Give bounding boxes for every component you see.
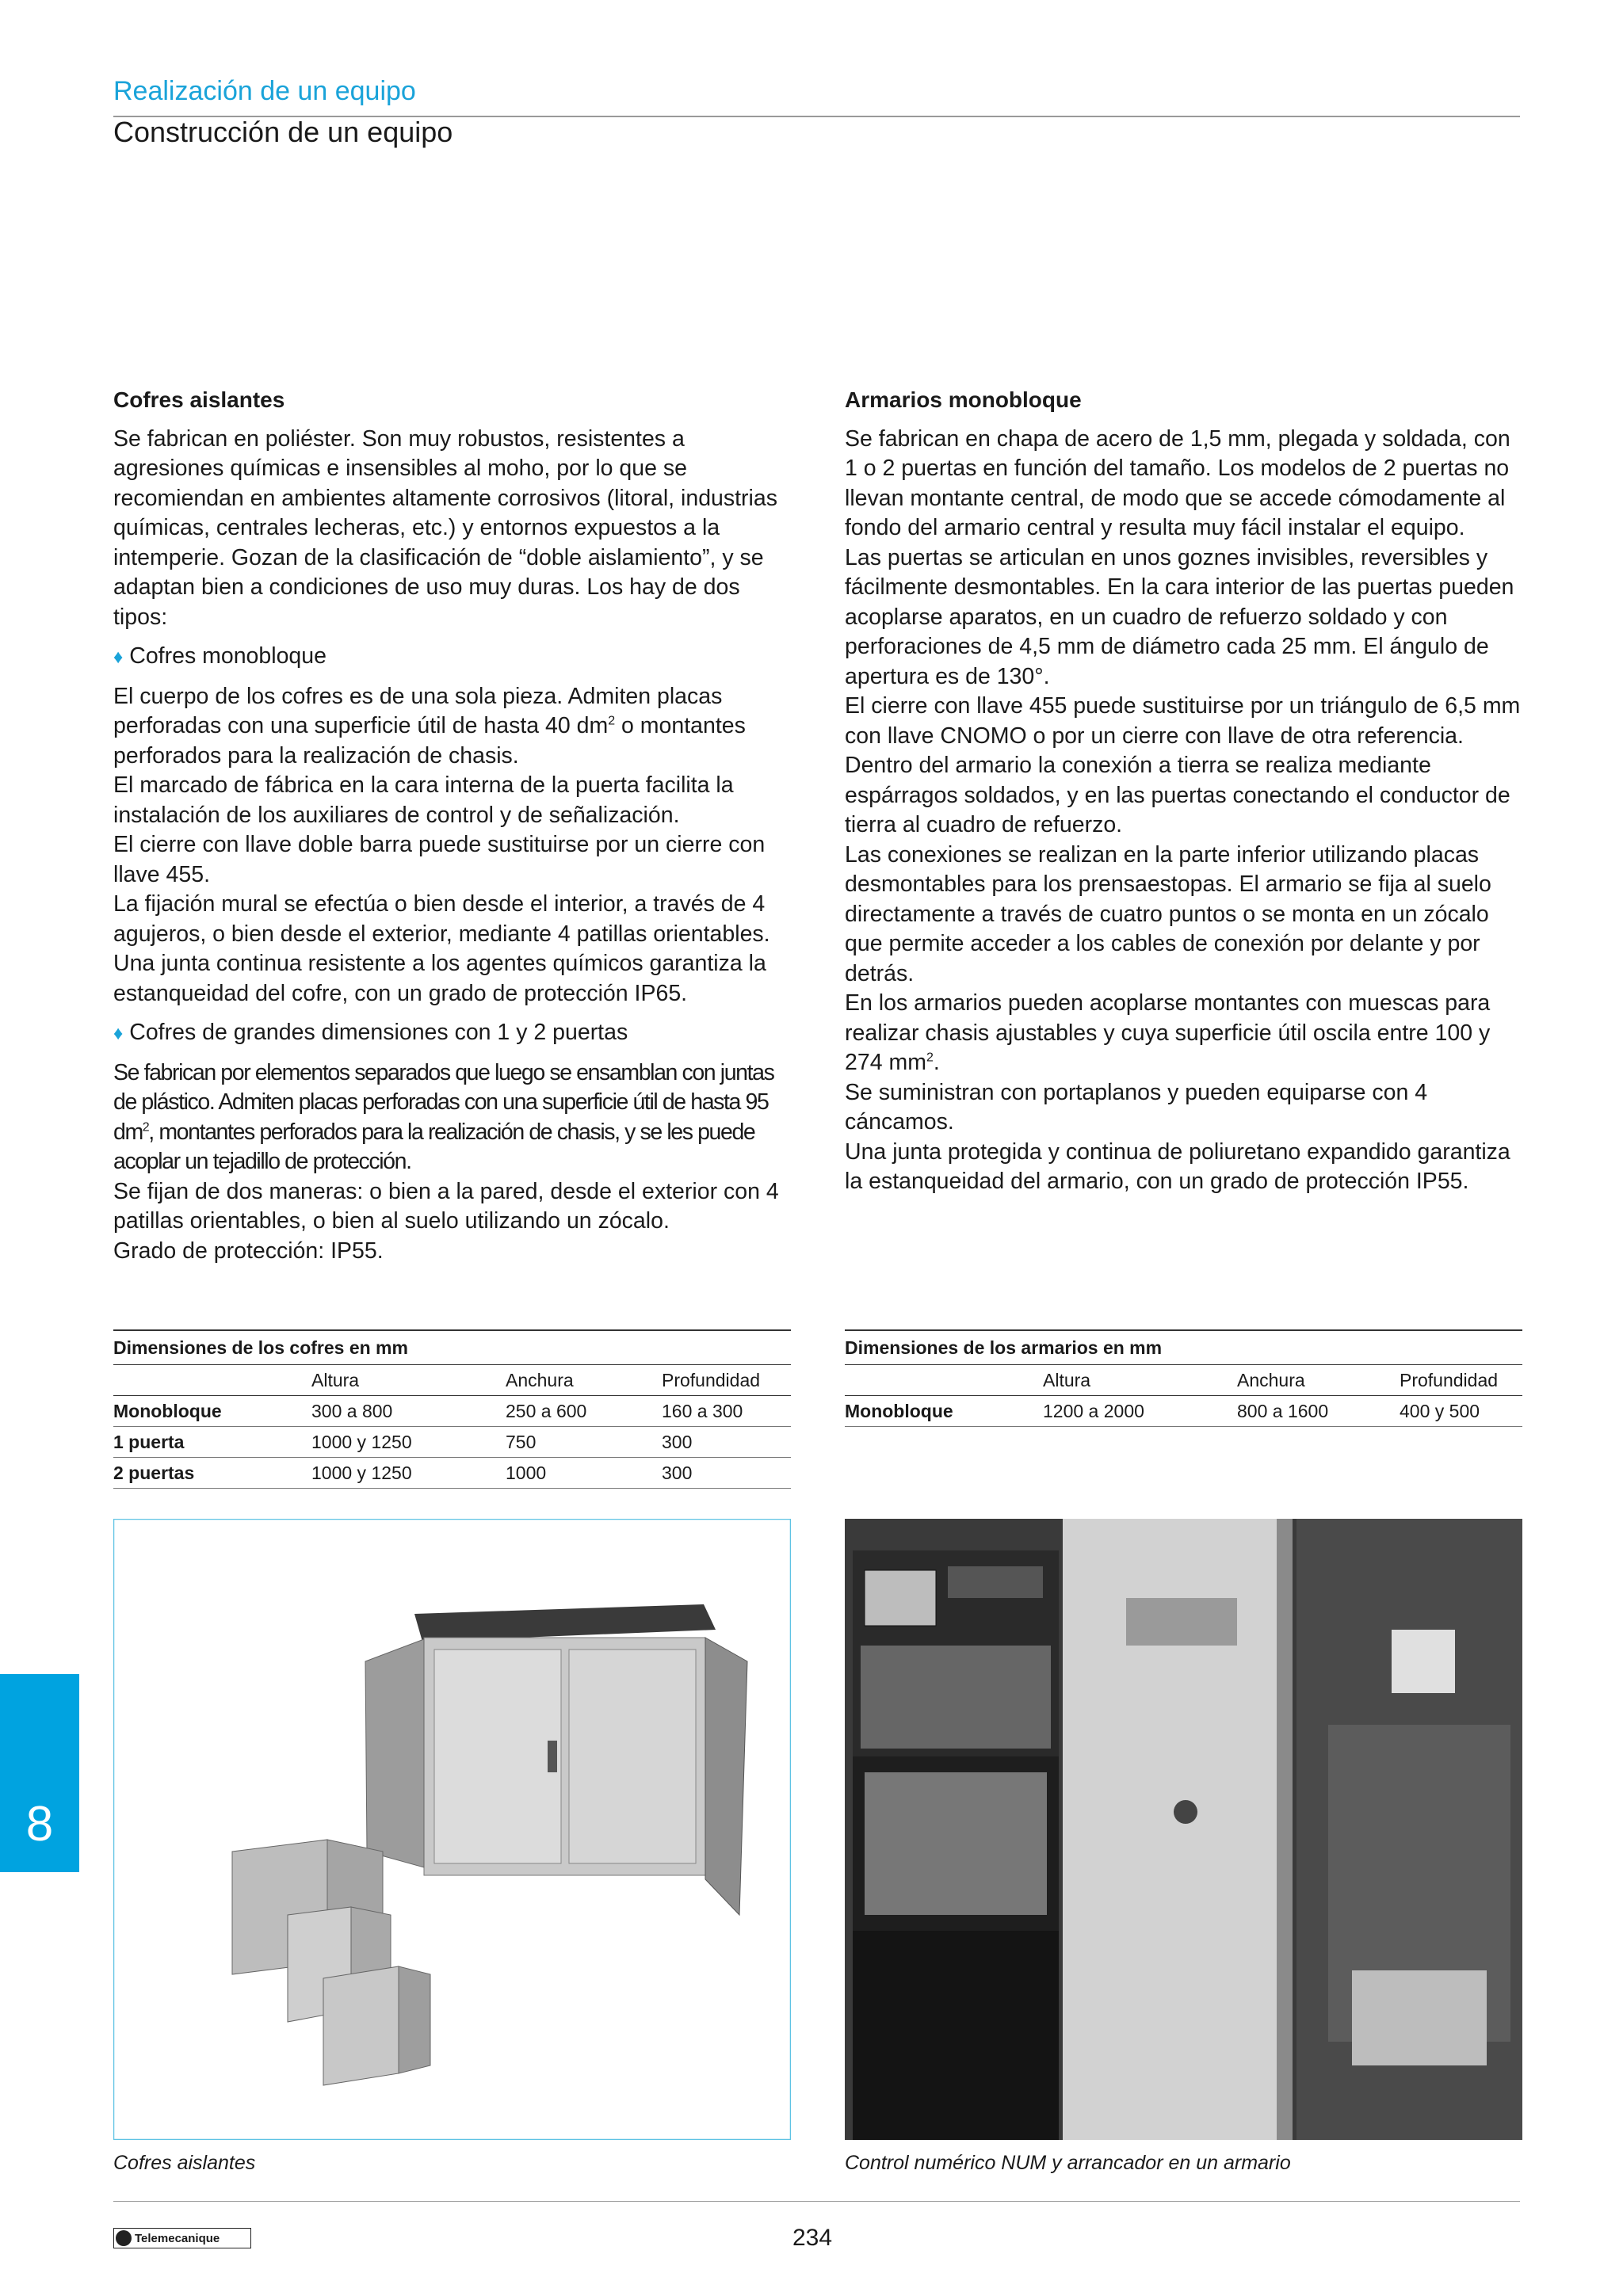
bullet-label: Cofres de grandes dimensiones con 1 y 2 puertas	[129, 1020, 628, 1045]
heading-armarios-monobloque: Armarios monobloque	[845, 387, 1082, 412]
page-number: 234	[792, 2225, 833, 2251]
brand-logo	[113, 2228, 251, 2248]
subsection-title: Construcción de un equipo	[113, 116, 453, 148]
paragraph: Las conexiones se realizan en la parte inferior utilizando placas desmontables para los prensaestopas. El armario se fija al suelo directamente a través de cuatro puntos o se monta en un zócalo que permite acceder a los cables de conexión por delante y por detrás.	[845, 841, 1491, 986]
intro-paragraph: Se fabrican en poliéster. Son muy robustos, resistentes a agresiones químicas e insensibles al moho, por lo que se recomiendan en ambientes altamente corrosivos (litoral, industrias químicas, centrales lecheras, etc.) y entornos expuestos a la intemperie. Gozan de la clasificación de “doble aislamiento”, y se adaptan bien a condiciones de uso muy duras. Los hay de dos tipos:	[113, 425, 777, 630]
paragraph: Una junta protegida y continua de poliuretano expandido garantiza la estanqueidad del armario, con un grado de protección IP55.	[845, 1138, 1510, 1194]
table-caption: Dimensiones de los cofres en mm	[113, 1330, 791, 1365]
table-header-cell: Altura	[311, 1365, 506, 1396]
table-row: Monobloque 300 a 800 250 a 600 160 a 300	[113, 1396, 791, 1427]
table-cofres-dimensions	[113, 1329, 791, 1489]
paragraph: Dentro del armario la conexión a tierra se realiza mediante espárragos soldados, y en las puertas conectando el conductor de tierra al cuadro de refuerzo.	[845, 753, 1510, 837]
paragraph: El marcado de fábrica en la cara interna de la puerta facilita la instalación de los auxiliares de control y de señalización.	[113, 772, 734, 828]
brand-name: Telemecanique	[135, 2231, 220, 2245]
left-column	[113, 385, 791, 1266]
paragraph: Una junta continua resistente a los agentes químicos garantiza la estanqueidad del cofre, con un grado de protección IP65.	[113, 951, 766, 1006]
footer-divider	[113, 2201, 1520, 2202]
table-caption: Dimensiones de los armarios en mm	[845, 1330, 1522, 1365]
bullet-cofres-monobloque	[113, 642, 791, 673]
heading-cofres-aislantes: Cofres aislantes	[113, 387, 285, 412]
chapter-number: 8	[25, 1797, 54, 1852]
chapter-tab	[0, 1674, 79, 1872]
figure-caption-left: Cofres aislantes	[113, 2152, 256, 2174]
telemecanique-logo-icon	[116, 2230, 132, 2246]
table-header-cell	[113, 1365, 311, 1396]
table-header-cell: Profundidad	[662, 1365, 791, 1396]
paragraph: Grado de protección: IP55.	[113, 1238, 384, 1264]
photo-cofres-aislantes	[113, 1519, 791, 2140]
paragraph: El cierre con llave 455 puede sustituirse por un triángulo de 6,5 mm con llave CNOMO o por un cierre con llave de otra referencia.	[845, 693, 1521, 749]
figure-caption-right: Control numérico NUM y arrancador en un armario	[845, 2152, 1291, 2174]
paragraph: La fijación mural se efectúa o bien desde el interior, a través de 4 agujeros, o bien desde el exterior, mediante 4 patillas orientables.	[113, 891, 770, 947]
paragraph: Las puertas se articulan en unos goznes invisibles, reversibles y fácilmente desmontables. En la cara interior de las puertas pueden acoplarse aparatos, en un cuadro de refuerzo soldado y con perforaciones de 4,5 mm de diámetro cada 25 mm. El ángulo de apertura es de 130°.	[845, 544, 1514, 689]
diamond-bullet-icon: ♦	[113, 646, 124, 668]
diamond-bullet-icon: ♦	[113, 1023, 124, 1044]
paragraph: El cierre con llave doble barra puede sustituirse por un cierre con llave 455.	[113, 832, 766, 887]
right-column	[845, 385, 1522, 1197]
photo-armario-control-numerico	[845, 1519, 1522, 2140]
table-header-cell	[845, 1365, 1043, 1396]
table-header-cell: Altura	[1043, 1365, 1237, 1396]
table-armarios-dimensions	[845, 1329, 1522, 1427]
paragraph: Se fabrican en chapa de acero de 1,5 mm, plegada y soldada, con 1 o 2 puertas en función del tamaño. Los modelos de 2 puertas no llevan montante central, de modo que se accede cómodamente al fondo del armario central y resulta muy fácil instalar el equipo.	[845, 425, 1510, 540]
paragraph: Se fabrican por elementos separados que luego se ensamblan con juntas de plástico. Admiten placas perforadas con una superficie útil de hasta 95 $dm^2$, montantes perforados para la realización de chasis, y se les puede acoplar un tejadillo de protección.	[113, 1059, 774, 1174]
paragraph: En los armarios pueden acoplarse montantes con muescas para realizar chasis ajustables y cuya superficie útil oscila entre 100 y 274 $mm^2$.	[845, 990, 1491, 1075]
paragraph: El cuerpo de los cofres es de una sola pieza. Admiten placas perforadas con una superficie útil de hasta 40 $dm^2$ o montantes perforados para la realización de chasis.	[113, 683, 746, 769]
bullet-label: Cofres monobloque	[129, 643, 327, 669]
table-header-cell: Anchura	[506, 1365, 662, 1396]
paragraph: Se suministran con portaplanos y pueden equiparse con 4 cáncamos.	[845, 1079, 1428, 1135]
paragraph: Se fijan de dos maneras: o bien a la pared, desde el exterior con 4 patillas orientables, o bien al suelo utilizando un zócalo.	[113, 1178, 779, 1234]
table-row: Monobloque 1200 a 2000 800 a 1600 400 y 500	[845, 1396, 1522, 1427]
bullet-cofres-grandes	[113, 1018, 791, 1049]
table-row: 2 puertas 1000 y 1250 1000 300	[113, 1458, 791, 1489]
section-title: Realización de un equipo	[113, 76, 416, 106]
table-header-cell: Profundidad	[1400, 1365, 1522, 1396]
table-row: 1 puerta 1000 y 1250 750 300	[113, 1427, 791, 1458]
table-header-cell: Anchura	[1237, 1365, 1400, 1396]
